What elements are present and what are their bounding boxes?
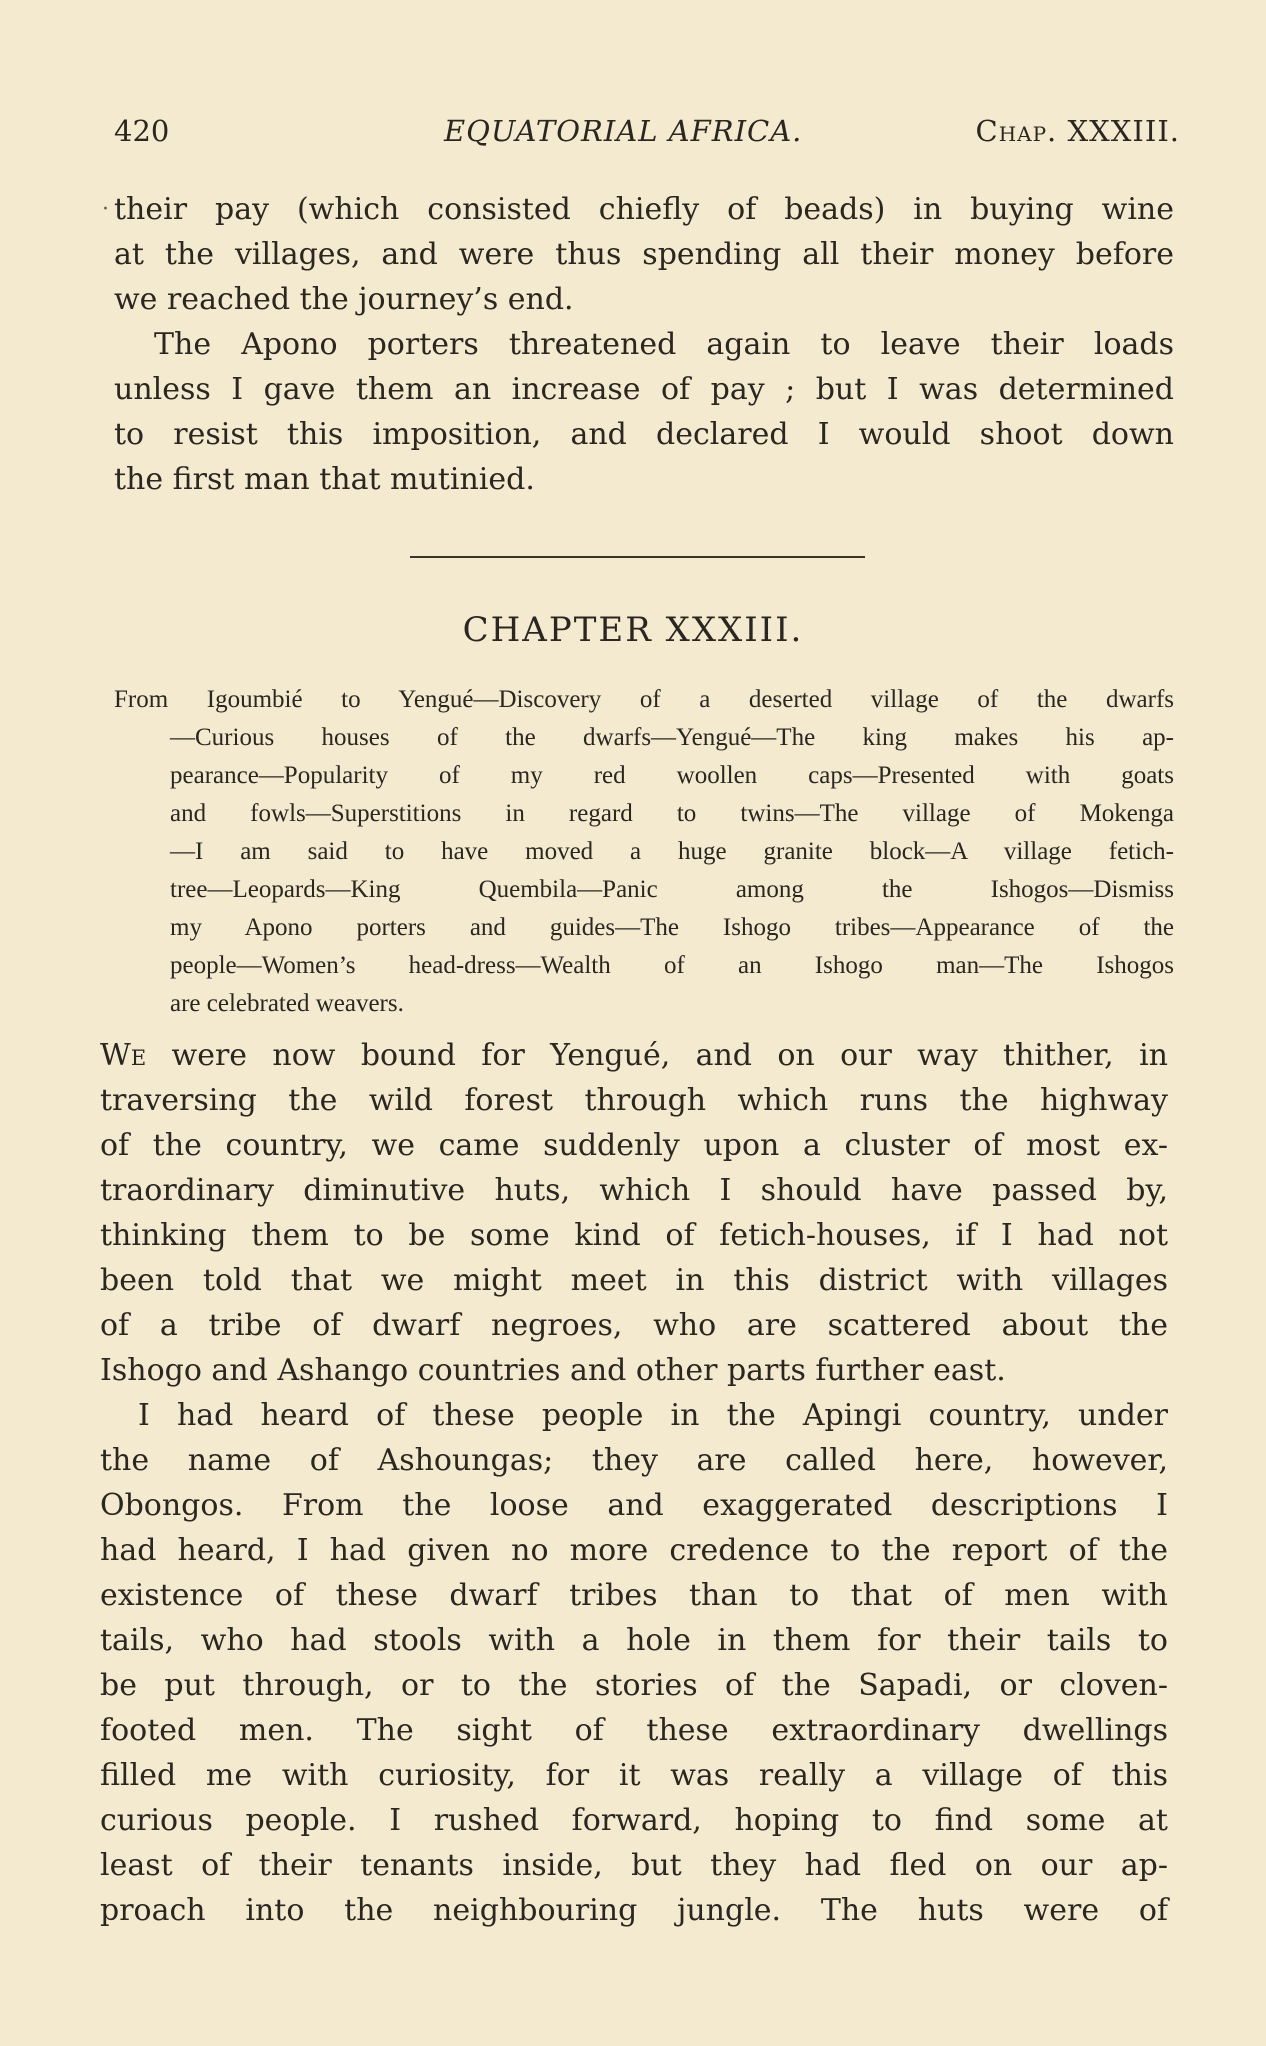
book-title: EQUATORIAL AFRICA. [444,114,803,148]
text-line: proach into the neighbouring jungle. The huts were of [100,1893,1168,1928]
text-line: footed men. The sight of these extraordinary dwellings [100,1713,1168,1748]
text-line: we reached the journey’s end. [114,282,574,317]
text-line: traordinary diminutive huts, which I should have passed by, [100,1173,1168,1208]
text-line: least of their tenants inside, but they had fled on our ap- [100,1848,1168,1883]
text-line: been told that we might meet in this district with villages [100,1263,1168,1298]
chapter-synopsis [114,681,1174,1023]
text-line: their pay (which consisted chiefly of beads) in buying wine [114,192,1174,227]
text-line: tails, who had stools with a hole in them for their tails to [100,1623,1168,1658]
text-line [100,1033,1168,1078]
chapter-reference: Chap. XXXIII. [975,114,1180,148]
text-line: had heard, I had given no more credence to the report of the [100,1533,1168,1568]
text-line: The Apono porters threatened again to leave their loads [154,327,1174,362]
synopsis-line: tree—Leopards—King Quembila—Panic among the Ishogos—Dismiss [170,876,1174,903]
text-fragment: were now bound for Yengué, and on our way thither, in [171,1038,1168,1073]
text-line: existence of these dwarf tribes than to that of men with [100,1578,1168,1613]
chapter-body-paragraph-2 [100,1393,1168,1933]
text-line: traversing the wild forest through which runs the highway [100,1083,1168,1118]
synopsis-line: pearance—Popularity of my red woollen caps—Presented with goats [170,762,1174,789]
chapter-heading: CHAPTER XXXIII. [462,610,804,650]
drop-word: We [100,1038,147,1073]
text-line: at the villages, and were thus spending all their money before [114,237,1174,272]
text-line: unless I gave them an increase of pay ; but I was determined [114,372,1174,407]
synopsis-line: —I am said to have moved a huge granite block—A village fetich- [170,838,1174,865]
synopsis-line: people—Women’s head-dress—Wealth of an Ishogo man—The Ishogos [170,952,1174,979]
synopsis-line: my Apono porters and guides—The Ishogo tribes—Appearance of the [170,914,1174,941]
text-line: I had heard of these people in the Apingi country, under [138,1398,1168,1433]
text-line: the first man that mutinied. [114,462,535,497]
text-line: of the country, we came suddenly upon a cluster of most ex- [100,1128,1168,1163]
continuation-text [102,187,1174,502]
text-line: filled me with curiosity, for it was really a village of this [100,1758,1168,1793]
text-line: to resist this imposition, and declared I would shoot down [114,417,1174,452]
text-line: Ishogo and Ashango countries and other parts further east. [100,1353,1006,1388]
page-number: 420 [114,114,170,148]
section-divider [410,556,865,558]
margin-mark: · [102,197,109,222]
synopsis-line: and fowls—Superstitions in regard to twins—The village of Mokenga [170,800,1174,827]
text-line: be put through, or to the stories of the Sapadi, or cloven- [100,1668,1168,1703]
running-head [114,114,1180,154]
text-line: curious people. I rushed forward, hoping to find some at [100,1803,1168,1838]
text-line: thinking them to be some kind of fetich-houses, if I had not [100,1218,1168,1253]
text-line: of a tribe of dwarf negroes, who are scattered about the [100,1308,1168,1343]
synopsis-line: From Igoumbié to Yengué—Discovery of a deserted village of the dwarfs [114,686,1174,713]
text-line: Obongos. From the loose and exaggerated descriptions I [100,1488,1168,1523]
synopsis-line: —Curious houses of the dwarfs—Yengué—The king makes his ap- [170,724,1174,751]
synopsis-line: are celebrated weavers. [170,990,404,1017]
text-line: the name of Ashoungas; they are called here, however, [100,1443,1168,1478]
chapter-body-paragraph-1 [100,1033,1168,1393]
